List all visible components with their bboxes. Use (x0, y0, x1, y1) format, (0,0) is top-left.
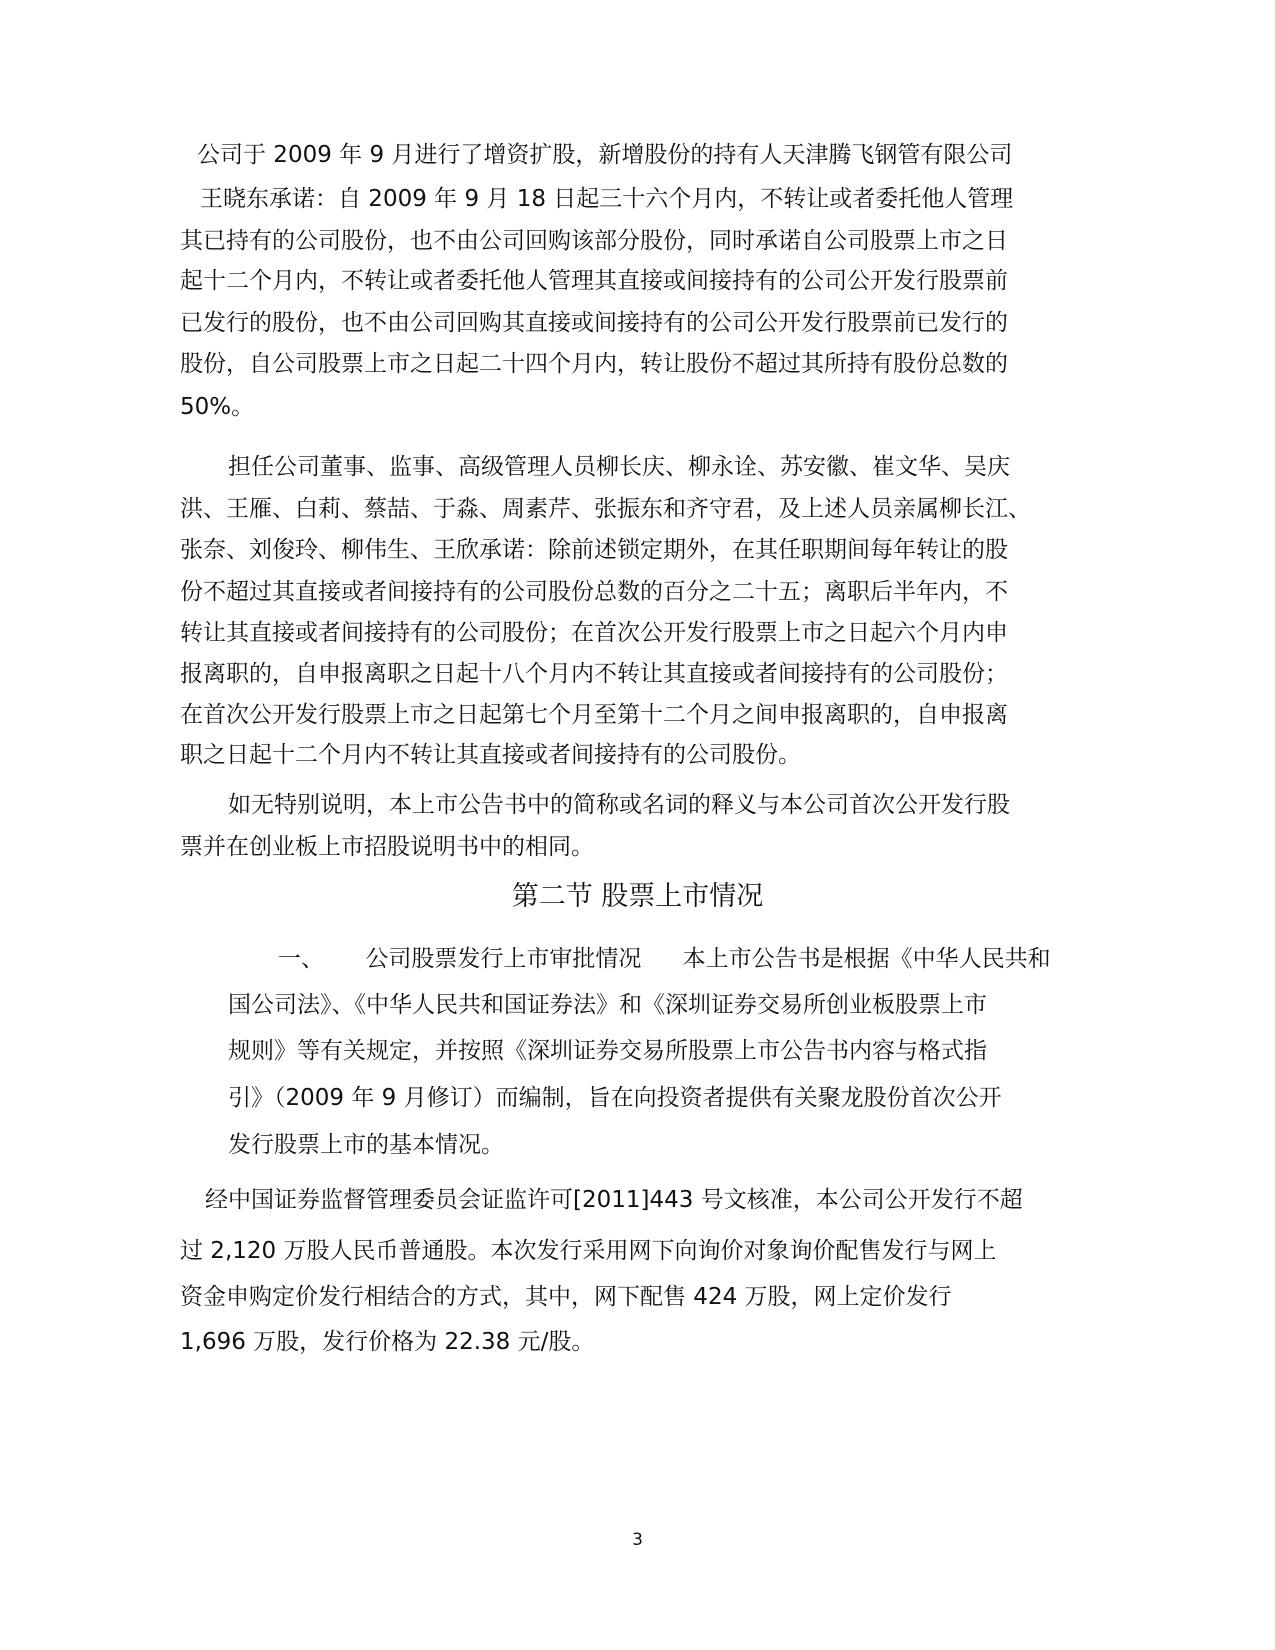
p5-line-3: 资金申购定价发行相结合的方式，其中，网下配售 424 万股，网上定价发行 (180, 1284, 952, 1310)
p2-line-5: 转让其直接或者间接持有的公司股份；在首次公开发行股票上市之日起六个月内申 (180, 620, 1008, 646)
p1-line-4: 起十二个月内，不转让或者委托他人管理其直接或间接持有的公司公开发行股票前 (180, 268, 1008, 294)
p5-line-2: 过 2,120 万股人民币普通股。本次发行采用网下向询价对象询价配售发行与网上 (180, 1238, 997, 1264)
p2-line-2: 洪、王雁、白莉、蔡喆、于淼、周素芹、张振东和齐守君，及上述人员亲属柳长江、 (180, 496, 1031, 522)
p4-title: 公司股票发行上市审批情况 (365, 946, 642, 972)
p5-line-1: 经中国证券监督管理委员会证监许可[2011]443 号文核准，本公司公开发行不超 (205, 1187, 1023, 1213)
p4-line-3: 规则》等有关规定，并按照《深圳证券交易所股票上市公告书内容与格式指 (228, 1038, 987, 1064)
p2-line-6: 报离职的，自申报离职之日起十八个月内不转让其直接或者间接持有的公司股份； (180, 661, 1008, 687)
p4-line-4: 引》（2009 年 9 月修订）而编制，旨在向投资者提供有关聚龙股份首次公开 (228, 1085, 1002, 1111)
p4-line-5: 发行股票上市的基本情况。 (228, 1132, 504, 1158)
p2-line-4: 份不超过其直接或者间接持有的公司股份总数的百分之二十五；离职后半年内，不 (180, 579, 1008, 605)
p1-line-2: 王晓东承诺：自 2009 年 9 月 18 日起三十六个月内，不转让或者委托他人管理 (200, 186, 1014, 212)
p3-line-1: 如无特别说明，本上市公告书中的简称或名词的释义与本公司首次公开发行股 (228, 792, 1010, 818)
p1-line-5: 已发行的股份，也不由公司回购其直接或间接持有的公司公开发行股票前已发行的 (180, 310, 1008, 336)
p4-first-line (278, 944, 1051, 974)
p2-line-8: 职之日起十二个月内不转让其直接或者间接持有的公司股份。 (180, 742, 801, 768)
p2-line-7: 在首次公开发行股票上市之日起第七个月至第十二个月之间申报离职的，自申报离 (180, 702, 1008, 728)
p1-line-7: 50%。 (180, 394, 255, 420)
p4-first-tail: 本上市公告书是根据《中华人民共和 (682, 946, 1051, 972)
p1-line-3: 其已持有的公司股份，也不由公司回购该部分股份，同时承诺自公司股票上市之日 (180, 228, 1008, 254)
p4-number: 一、 (278, 946, 324, 972)
p2-line-3: 张奈、刘俊玲、柳伟生、王欣承诺：除前述锁定期外，在其任职期间每年转让的股 (180, 537, 1008, 563)
p4-line-2: 国公司法》、《中华人民共和国证券法》和《深圳证券交易所创业板股票上市 (228, 992, 987, 1018)
p3-line-2: 票并在创业板上市招股说明书中的相同。 (180, 834, 594, 860)
p5-line-4: 1,696 万股，发行价格为 22.38 元/股。 (180, 1329, 595, 1355)
section-heading: 第二节 股票上市情况 (511, 881, 764, 912)
p1-line-6: 股份，自公司股票上市之日起二十四个月内，转让股份不超过其所持有股份总数的 (180, 351, 1008, 377)
p2-line-1: 担任公司董事、监事、高级管理人员柳长庆、柳永诠、苏安徽、崔文华、吴庆 (228, 454, 1010, 480)
p1-line-1: 公司于 2009 年 9 月进行了增资扩股，新增股份的持有人天津腾飞钢管有限公司 (197, 142, 1013, 168)
page-number: 3 (632, 1530, 643, 1550)
